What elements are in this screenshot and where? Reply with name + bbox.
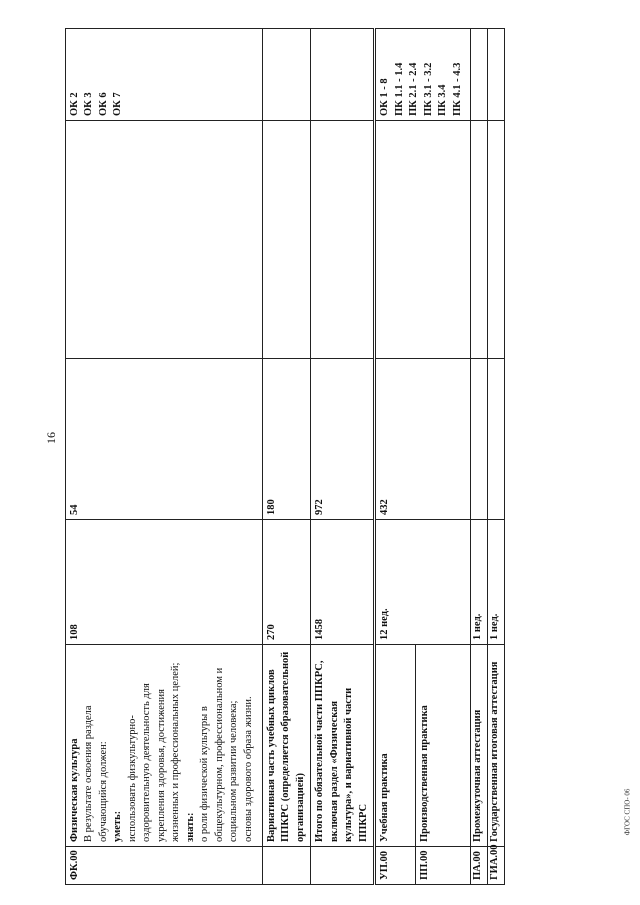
description-cell: Учебная практика — [375, 645, 416, 847]
max-load-cell: 108 — [66, 520, 263, 645]
discipline-cell — [263, 121, 311, 359]
curriculum-table — [65, 28, 505, 885]
code-cell — [263, 847, 311, 885]
rotated-table-container — [65, 29, 501, 885]
max-load-cell: 1458 — [311, 520, 375, 645]
competence-cell — [263, 29, 311, 121]
weeks-cell: 12 нед. — [375, 520, 471, 645]
discipline-cell — [471, 121, 488, 359]
hours-cell — [488, 359, 505, 520]
code-cell: ФК.00 — [66, 847, 263, 885]
competence-code: ОК 2 — [69, 92, 80, 116]
competence-cell — [488, 29, 505, 121]
umet-label: уметь: — [112, 810, 124, 842]
competence-cell — [375, 29, 471, 121]
discipline-cell — [311, 121, 375, 359]
competence-cell — [311, 29, 375, 121]
hours-cell: 54 — [66, 359, 263, 520]
table-row-gia — [488, 29, 505, 885]
max-load-cell: 270 — [263, 520, 311, 645]
code-cell: ПП.00 — [416, 847, 471, 885]
competence-code: ПК 4.1 - 4.3 — [451, 62, 463, 116]
znat-text-2: основы здорового образа жизни. — [242, 696, 254, 842]
code-cell — [311, 847, 375, 885]
table-row-variative — [263, 29, 311, 885]
discipline-cell — [66, 121, 263, 359]
description-cell — [66, 645, 263, 847]
competence-code: ОК 3 — [83, 92, 95, 116]
page-number: 16 — [44, 432, 58, 444]
hours-cell: 972 — [311, 359, 375, 520]
discipline-cell — [488, 121, 505, 359]
znat-label: знать: — [184, 812, 196, 842]
competence-cell — [66, 29, 263, 121]
znat-text-1: о роли физической культуры в общекультурном, профессиональном и социальном развитии человека; — [199, 667, 240, 842]
competence-cell — [471, 29, 488, 121]
hours-cell: 180 — [263, 359, 311, 520]
description-cell: Итого по обязательной части ППКРС, включая раздел «Физическая культура», и вариативной части ППКРС — [311, 645, 375, 847]
intro-text: В результате освоения раздела обучающийся должен: — [83, 705, 109, 842]
code-cell: ПА.00 — [471, 847, 488, 885]
code-cell: ГИА.00 — [488, 847, 505, 885]
competence-code: ОК 6 — [97, 92, 109, 116]
section-title: Физическая культура — [69, 738, 80, 842]
competence-code: ПК 1.1 - 1.4 — [393, 62, 405, 116]
hours-cell: 432 — [375, 359, 471, 520]
umet-text: использовать физкультурно-оздоровительную деятельность для укрепления здоровья, достижения жизненных и профессиональных целей; — [126, 662, 182, 842]
table-row-total — [311, 29, 375, 885]
description-cell: Государственная итоговая аттестация — [488, 645, 505, 847]
table-row-pa — [471, 29, 488, 885]
table-row-up — [375, 29, 416, 885]
hours-cell — [471, 359, 488, 520]
competence-code: ПК 2.1 - 2.4 — [408, 62, 420, 116]
document-footer: ФГОС СПО- 06 — [623, 788, 632, 836]
weeks-cell: 1 нед. — [471, 520, 488, 645]
weeks-cell: 1 нед. — [488, 520, 505, 645]
description-cell: Промежуточная аттестация — [471, 645, 488, 847]
competence-code: ПК 3.4 — [437, 84, 449, 116]
competence-code: ОК 1 - 8 — [379, 78, 391, 116]
description-cell: Производственная практика — [416, 645, 471, 847]
code-cell: УП.00 — [375, 847, 416, 885]
competence-code: ОК 7 — [112, 92, 124, 116]
table-row-fk — [66, 29, 263, 885]
competence-code: ПК 3.1 - 3.2 — [422, 62, 434, 116]
discipline-cell — [375, 121, 471, 359]
description-cell: Вариативная часть учебных циклов ППКРС (определяется образовательной организацией) — [263, 645, 311, 847]
